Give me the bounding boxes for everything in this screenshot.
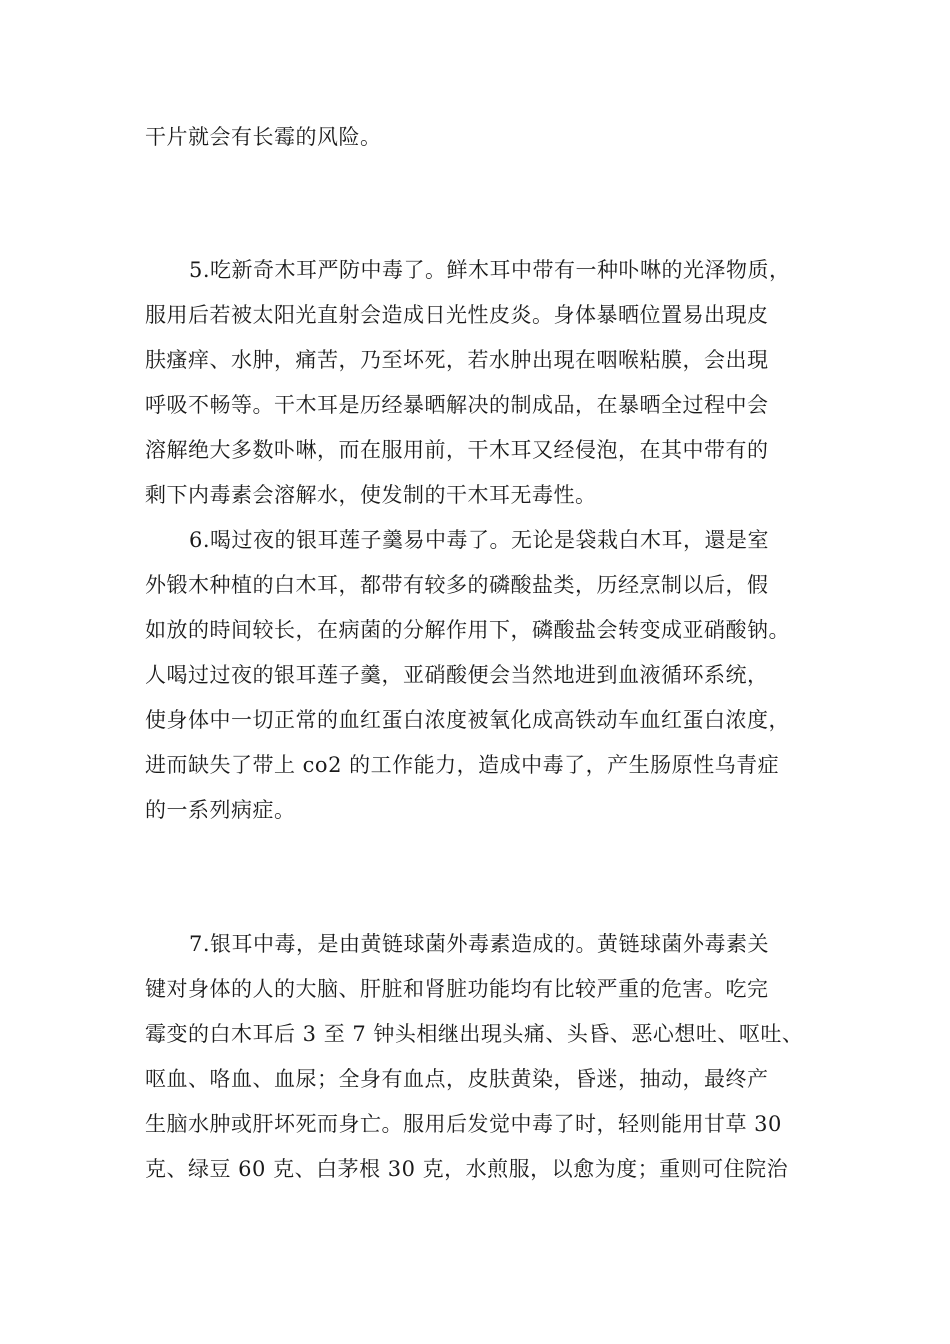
text-line: 人喝过过夜的银耳莲子羹，亚硝酸便会当然地进到血液循环系统， — [145, 663, 769, 687]
text-line: 服用后若被太阳光直射会造成日光性皮炎。身体暴晒位置易出現皮 — [145, 303, 769, 327]
text-line: 的一系列病症。 — [145, 798, 296, 822]
text-line: 呕血、咯血、血尿；全身有血点，皮肤黄染，昏迷，抽动，最终产 — [145, 1067, 769, 1091]
text-line: 剩下内毒素会溶解水，使发制的干木耳无毒性。 — [145, 483, 597, 507]
paragraph-item-7 — [145, 922, 815, 1192]
text-line: 霉变的白木耳后 3 至 7 钟头相继出現头痛、头昏、恶心想吐、呕吐、 — [145, 1022, 804, 1046]
text-line: 使身体中一切正常的血红蛋白浓度被氧化成高铁动车血红蛋白浓度， — [145, 708, 790, 732]
text-line: 键对身体的人的大脑、肝脏和肾脏功能均有比较严重的危害。吃完 — [145, 977, 769, 1001]
text-line: 生脑水肿或肝坏死而身亡。服用后发觉中毒了时，轻则能用甘草 30 — [145, 1112, 782, 1136]
text-line: 外锻木种植的白木耳，都带有较多的磷酸盐类，历经烹制以后，假 — [145, 573, 769, 597]
text-line: 如放的時间较长，在病菌的分解作用下，磷酸盐会转变成亚硝酸钠。 — [145, 618, 790, 642]
text-line: 溶解绝大多数卟啉，而在服用前，干木耳又经侵泡，在其中带有的 — [145, 438, 769, 462]
text-line: 呼吸不畅等。干木耳是历经暴晒解决的制成品，在暴晒全过程中会 — [145, 393, 769, 417]
text-line: 进而缺失了带上 co2 的工作能力，造成中毒了，产生肠原性乌青症 — [145, 753, 780, 777]
text-line: 干片就会有长霉的风险。 — [145, 125, 382, 149]
paragraph-continuation — [145, 115, 815, 160]
text-line: 6.喝过夜的银耳莲子羹易中毒了。无论是袋栽白木耳，還是室 — [189, 528, 770, 552]
text-line: 克、绿豆 60 克、白茅根 30 克，水煎服，以愈为度；重则可住院治 — [145, 1157, 789, 1181]
text-line: 7.银耳中毒，是由黄链球菌外毒素造成的。黄链球菌外毒素关 — [189, 932, 770, 956]
text-line: 肤瘙痒、水肿，痛苦，乃至坏死，若水肿出現在咽喉粘膜，会出現 — [145, 348, 769, 372]
paragraph-item-5 — [145, 248, 815, 518]
paragraph-item-6 — [145, 518, 815, 833]
text-line: 5.吃新奇木耳严防中毒了。鲜木耳中带有一种卟啉的光泽物质， — [189, 258, 791, 282]
